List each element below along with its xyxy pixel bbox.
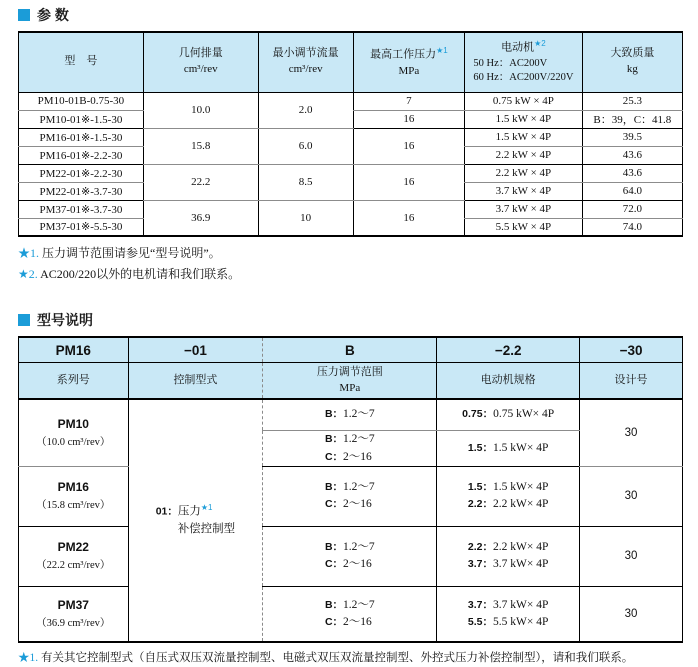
table-row [19,92,683,110]
footnote-marker: ★1. [18,246,40,260]
model-cell: PM37-01※-3.7-30 [19,200,144,218]
params-footnote-2 [18,266,683,283]
motor-header-60hz: 60 Hz：AC200V/220V [473,72,574,84]
label-design: 设计号 [580,363,683,399]
motor-cell: 2.2 kW × 4P [465,164,583,182]
label-pressure-line1: 压力调节范围 [316,366,383,379]
motor-value: 1.5 kW× 4P [493,441,549,454]
range-code: B： [324,598,344,611]
motor-cell: 3.7 kW × 4P [465,182,583,200]
range-code: C： [324,616,344,629]
params-table [18,31,683,237]
motor-cell: 2.2 kW × 4P [465,146,583,164]
footnote-ref-2: ★2 [534,39,546,49]
pressure-range-cell [263,466,437,526]
code-series: PM16 [19,337,129,363]
motor-code: 3.7： [467,558,494,571]
range-value: 1.2～7 [343,598,375,611]
motor-code: 5.5： [467,616,494,629]
min-flow-header-unit: cm³/rev [288,63,323,76]
range-value: 1.2～7 [343,433,375,446]
table-row [19,164,683,182]
model-code-table [18,336,683,644]
pressure-range-cell [263,431,437,467]
mass-cell: 64.0 [582,182,682,200]
pressure-cell: 16 [353,110,465,128]
mass-header-unit: kg [626,63,638,76]
motor-value: 2.2 kW× 4P [493,541,549,554]
series-cell [19,526,129,586]
params-section-title [18,5,683,25]
series-displacement: （10.0 cm³/rev） [36,436,111,448]
range-value: 1.2～7 [343,481,375,494]
pressure-cell: 16 [353,200,465,236]
pressure-cell: 16 [353,164,465,200]
range-code: B： [324,481,344,494]
motor-code: 1.5： [467,481,494,494]
code-row [19,337,683,363]
min-flow-cell: 10 [258,200,353,236]
mass-cell: 72.0 [582,200,682,218]
motor-code: 0.75： [462,408,494,421]
displacement-cell: 36.9 [143,200,258,236]
model-cell: PM37-01※-5.5-30 [19,218,144,236]
label-row [19,363,683,399]
mass-cell: 39.5 [582,128,682,146]
displacement-cell: 10.0 [143,92,258,128]
motor-code: 1.5： [467,441,494,454]
footnote-text: 有关其它控制型式（自压式双压双流量控制型、电磁式双压双流量控制型、外控式压力补偿控制型），请和我们联系。 [41,652,634,665]
motor-value: 3.7 kW× 4P [493,558,549,571]
col-header-mass [582,32,682,92]
range-value: 1.2～7 [343,541,375,554]
table-row [19,526,683,586]
motor-spec-cell [437,431,580,467]
motor-code: 3.7： [467,598,494,611]
series-cell [19,399,129,467]
col-header-motor [465,32,583,92]
motor-header-text: 电动机 [501,42,535,55]
min-flow-cell: 6.0 [258,128,353,164]
section-marker-icon [18,314,30,326]
design-number-cell: 30 [580,586,683,642]
footnote-marker: ★2. [18,267,38,282]
footnote-ref-1: ★1 [200,503,213,513]
motor-value: 0.75 kW× 4P [493,408,555,421]
min-flow-cell: 2.0 [258,92,353,128]
range-value: 2～16 [343,498,372,511]
range-value: 2～16 [343,558,372,571]
range-value: 1.2～7 [343,408,375,421]
range-code: C： [324,558,344,571]
control-type-cell [128,399,263,643]
min-flow-cell: 8.5 [258,164,353,200]
design-number-cell: 30 [580,526,683,586]
control-code: 01： [155,506,178,519]
pressure-header-unit: MPa [398,64,420,77]
col-header-displacement [143,32,258,92]
footnote-text: AC200/220以外的电机请和我们联系。 [40,267,241,282]
params-title-text: 参 数 [37,7,69,23]
table-row [19,128,683,146]
label-pressure [263,363,437,399]
model-code-footnote [18,650,683,667]
mass-cell: 74.0 [582,218,682,236]
series-displacement: （36.9 cm³/rev） [36,618,111,630]
footnote-marker: ★1. [18,652,39,665]
code-design: −30 [580,337,683,363]
code-motor: −2.2 [437,337,580,363]
mass-header-line1: 大致质量 [610,47,655,60]
motor-spec-cell [437,586,580,642]
code-control: −01 [128,337,263,363]
motor-value: 5.5 kW× 4P [493,616,549,629]
range-code: C： [324,498,344,511]
model-cell: PM22-01※-3.7-30 [19,182,144,200]
displacement-header-line1: 几何排量 [178,47,223,60]
footnote-text: 压力调节范围请参见“型号说明”。 [42,246,221,260]
pressure-cell: 7 [353,92,465,110]
range-code: B： [324,541,344,554]
series-cell [19,466,129,526]
col-header-model [19,32,144,92]
footnote-ref-1: ★1 [436,45,448,55]
displacement-header-unit: cm³/rev [183,63,218,76]
model-header-text: 型 号 [64,55,98,68]
table-row [19,399,683,431]
series-name: PM22 [57,540,89,555]
motor-spec-cell [437,526,580,586]
pressure-range-cell [263,526,437,586]
pressure-header-text: 最高工作压力 [370,48,437,61]
motor-code: 2.2： [467,498,494,511]
mass-cell: 25.3 [582,92,682,110]
model-cell: PM16-01※-2.2-30 [19,146,144,164]
range-code: B： [324,408,344,421]
series-displacement: （15.8 cm³/rev） [36,500,111,512]
pressure-cell: 16 [353,128,465,164]
displacement-cell: 22.2 [143,164,258,200]
series-cell [19,586,129,642]
displacement-cell: 15.8 [143,128,258,164]
params-footnote-1 [18,245,683,262]
control-text-line2: 补偿控制型 [177,523,236,536]
code-pressure: B [263,337,437,363]
design-number-cell: 30 [580,399,683,467]
col-header-min-flow [258,32,353,92]
control-text: 压力 [177,506,201,519]
mass-cell: B：39，C：41.8 [582,110,682,128]
model-code-title-text: 型号说明 [37,311,93,328]
model-cell: PM10-01B-0.75-30 [19,92,144,110]
label-control: 控制型式 [128,363,263,399]
pressure-range-cell [263,586,437,642]
table-row [19,586,683,642]
series-displacement: （22.2 cm³/rev） [36,560,111,572]
motor-spec-cell [437,466,580,526]
model-code-section-title [18,310,683,330]
section-marker-icon [18,9,30,21]
model-cell: PM22-01※-2.2-30 [19,164,144,182]
motor-header-50hz: 50 Hz：AC200V [473,57,548,69]
motor-value: 1.5 kW× 4P [493,481,549,494]
range-code: C： [324,450,344,463]
min-flow-header-line1: 最小调节流量 [272,47,339,60]
model-cell: PM10-01※-1.5-30 [19,110,144,128]
motor-value: 2.2 kW× 4P [493,498,549,511]
series-name: PM16 [57,480,89,495]
series-name: PM37 [57,598,89,613]
motor-cell: 3.7 kW × 4P [465,200,583,218]
range-code: B： [324,433,344,446]
label-pressure-unit: MPa [339,381,361,394]
table-row [19,200,683,218]
col-header-pressure [353,32,465,92]
model-cell: PM16-01※-1.5-30 [19,128,144,146]
motor-cell: 1.5 kW × 4P [465,128,583,146]
range-value: 2～16 [343,450,372,463]
pressure-range-cell [263,399,437,431]
mass-cell: 43.6 [582,164,682,182]
label-series: 系列号 [19,363,129,399]
series-name: PM10 [57,416,89,431]
table-row [19,466,683,526]
motor-cell: 5.5 kW × 4P [465,218,583,236]
design-number-cell: 30 [580,466,683,526]
motor-code: 2.2： [467,541,494,554]
label-motor: 电动机规格 [437,363,580,399]
motor-spec-cell [437,399,580,431]
range-value: 2～16 [343,616,372,629]
motor-value: 3.7 kW× 4P [493,598,549,611]
mass-cell: 43.6 [582,146,682,164]
motor-cell: 0.75 kW × 4P [465,92,583,110]
motor-cell: 1.5 kW × 4P [465,110,583,128]
